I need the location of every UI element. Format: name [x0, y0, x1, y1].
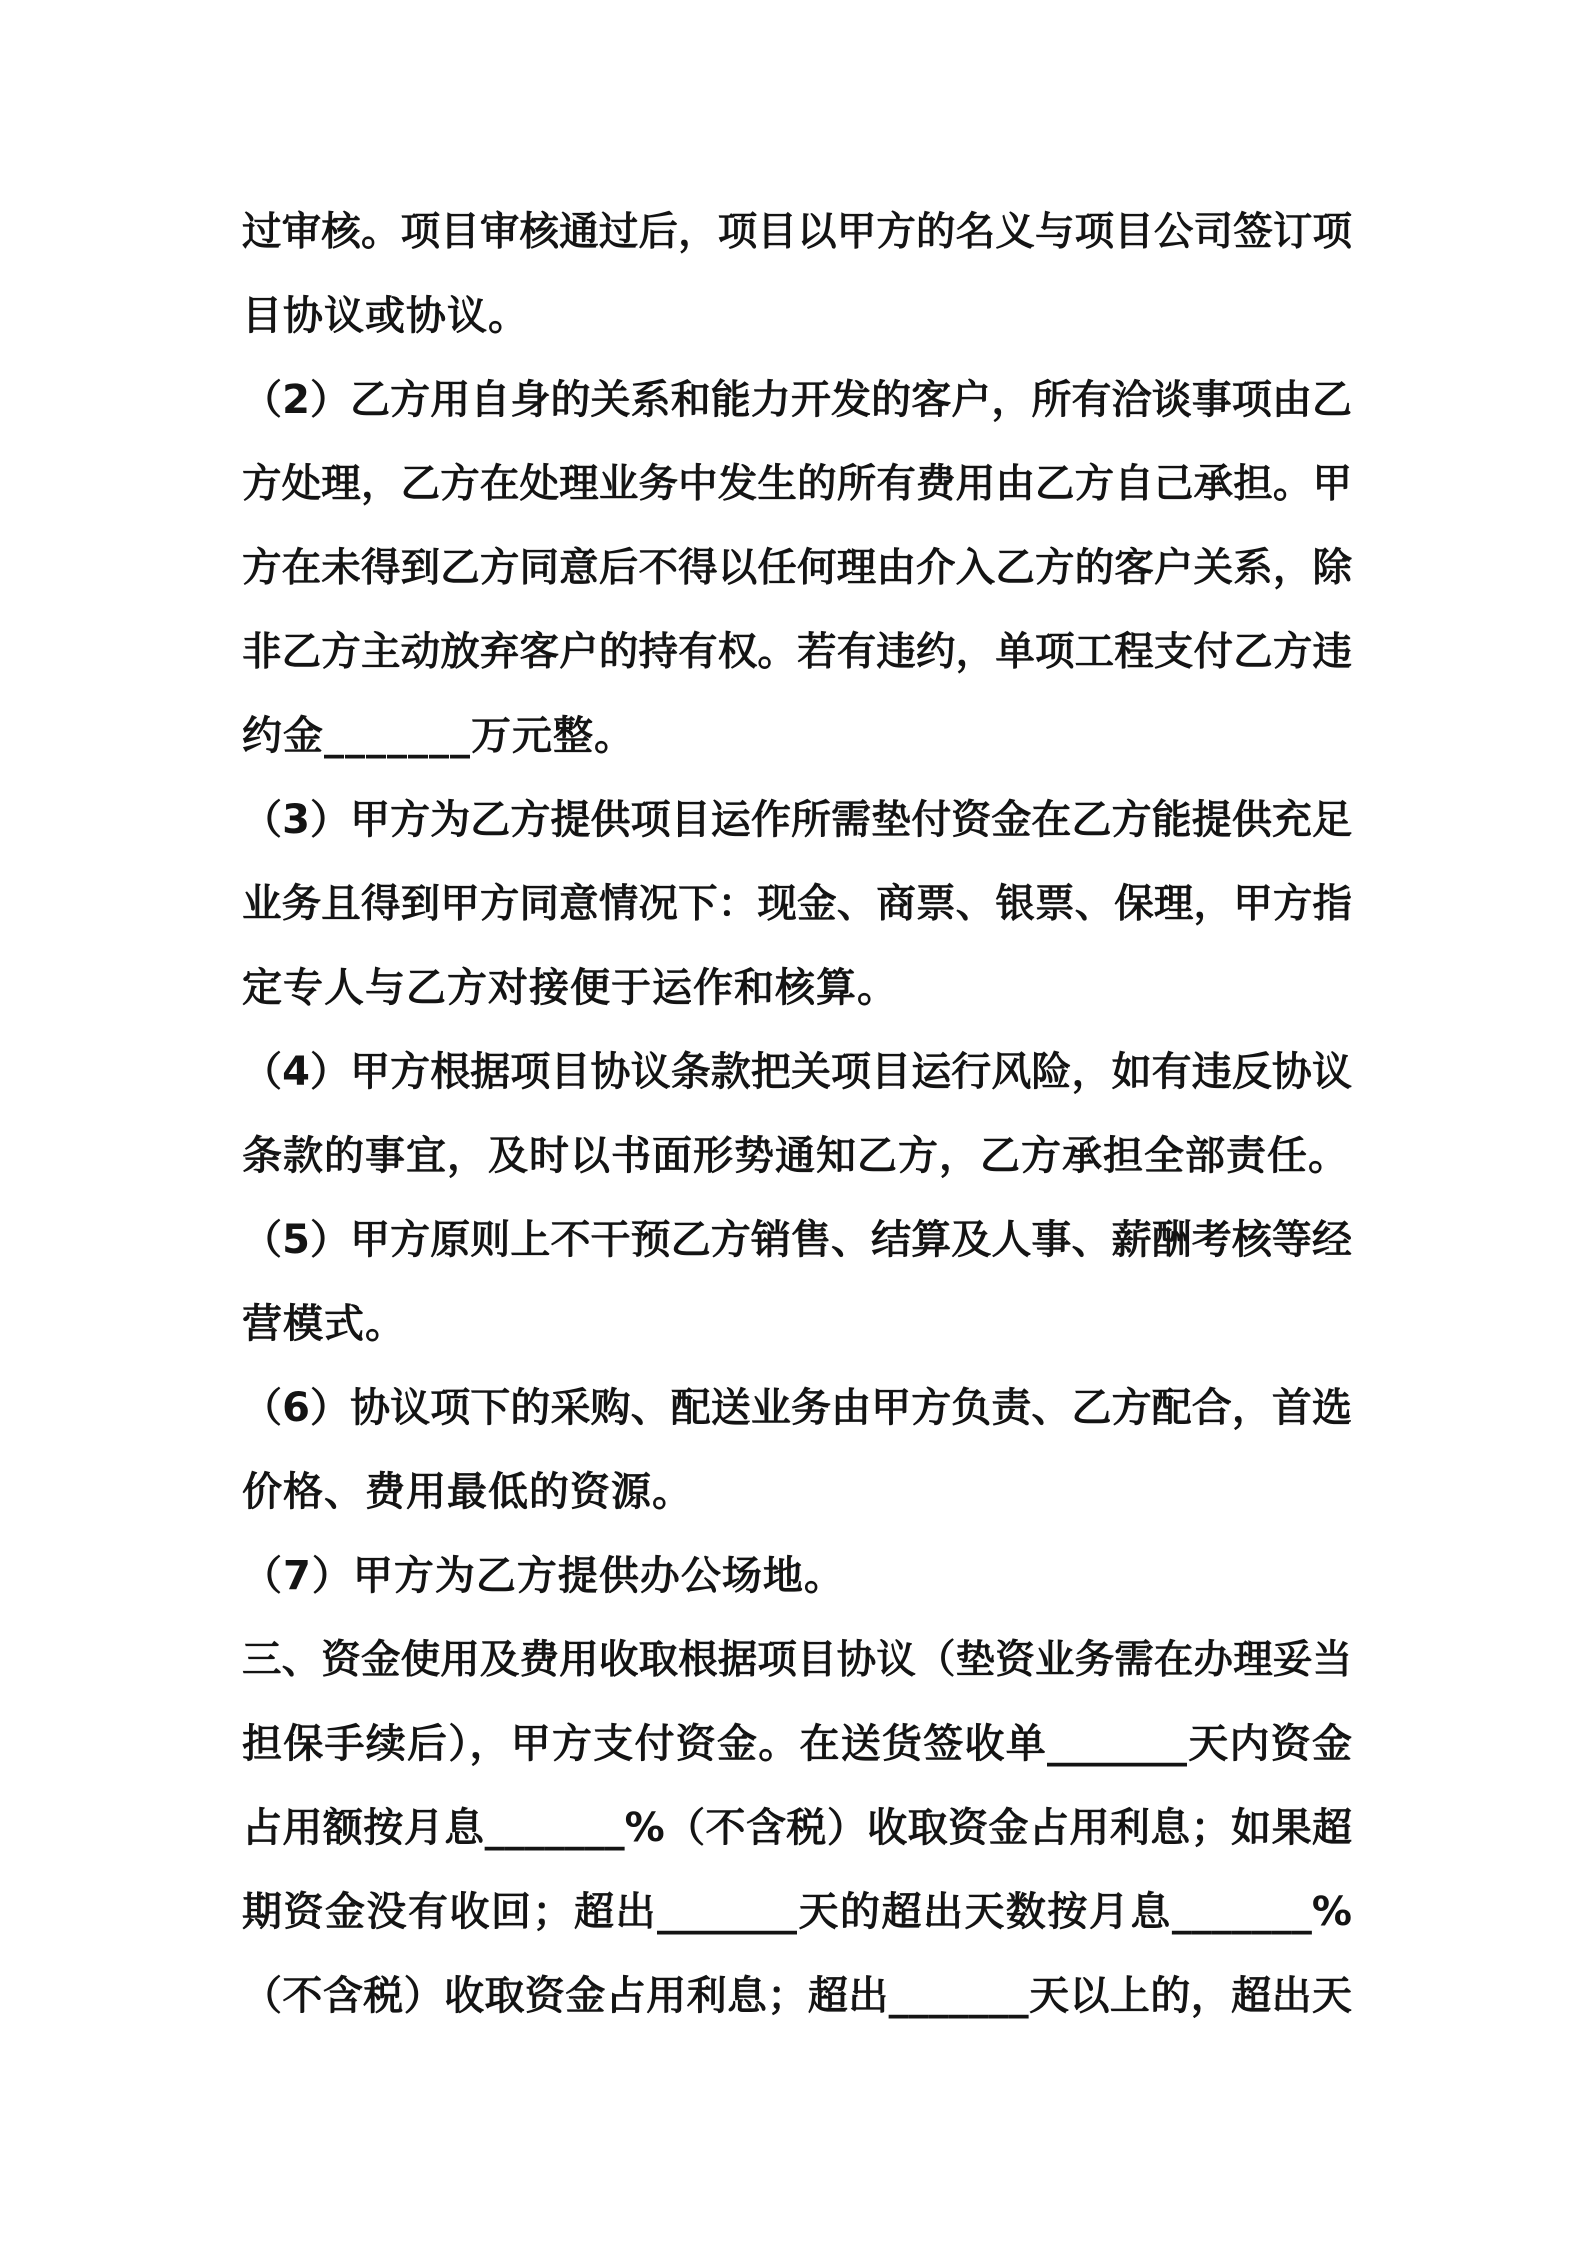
text-line: 定专人与乙方对接便于运作和核算。: [242, 965, 898, 1011]
text-line: 约金_______万元整。: [242, 713, 635, 759]
text-line: （6）协议项下的采购、配送业务由甲方负责、乙方配合，首选: [242, 1385, 1352, 1431]
text-line: 目协议或协议。: [242, 293, 529, 339]
text-line: （4）甲方根据项目协议条款把关项目运行风险，如有违反协议: [242, 1049, 1352, 1095]
text-line: 担保手续后），甲方支付资金。在送货签收单_______天内资金: [242, 1721, 1352, 1767]
text-line: 方处理，乙方在处理业务中发生的所有费用由乙方自己承担。甲: [242, 461, 1352, 507]
text-line: （7）甲方为乙方提供办公场地。: [242, 1553, 845, 1599]
text-line: （2）乙方用自身的关系和能力开发的客户，所有洽谈事项由乙: [242, 377, 1352, 423]
text-line: 价格、费用最低的资源。: [242, 1469, 693, 1515]
text-line: 占用额按月息_______%（不含税）收取资金占用利息；如果超: [242, 1805, 1352, 1851]
text-line: （3）甲方为乙方提供项目运作所需垫付资金在乙方能提供充足: [242, 797, 1352, 843]
text-line: 业务且得到甲方同意情况下：现金、商票、银票、保理，甲方指: [242, 881, 1352, 927]
text-line: 期资金没有收回；超出_______天的超出天数按月息_______%: [242, 1889, 1352, 1935]
text-line: （不含税）收取资金占用利息；超出_______天以上的，超出天: [242, 1973, 1352, 2019]
text-line: （5）甲方原则上不干预乙方销售、结算及人事、薪酬考核等经: [242, 1217, 1352, 1263]
text-line: 方在未得到乙方同意后不得以任何理由介入乙方的客户关系，除: [242, 545, 1352, 591]
text-line: 条款的事宜，及时以书面形势通知乙方，乙方承担全部责任。: [242, 1133, 1349, 1179]
text-line: 非乙方主动放弃客户的持有权。若有违约，单项工程支付乙方违: [242, 629, 1352, 675]
contract-text: [242, 190, 1352, 2038]
text-line: 营模式。: [242, 1301, 406, 1347]
text-line: 三、资金使用及费用收取根据项目协议（垫资业务需在办理妥当: [242, 1637, 1352, 1683]
text-line: 过审核。项目审核通过后，项目以甲方的名义与项目公司签订项: [242, 209, 1352, 255]
